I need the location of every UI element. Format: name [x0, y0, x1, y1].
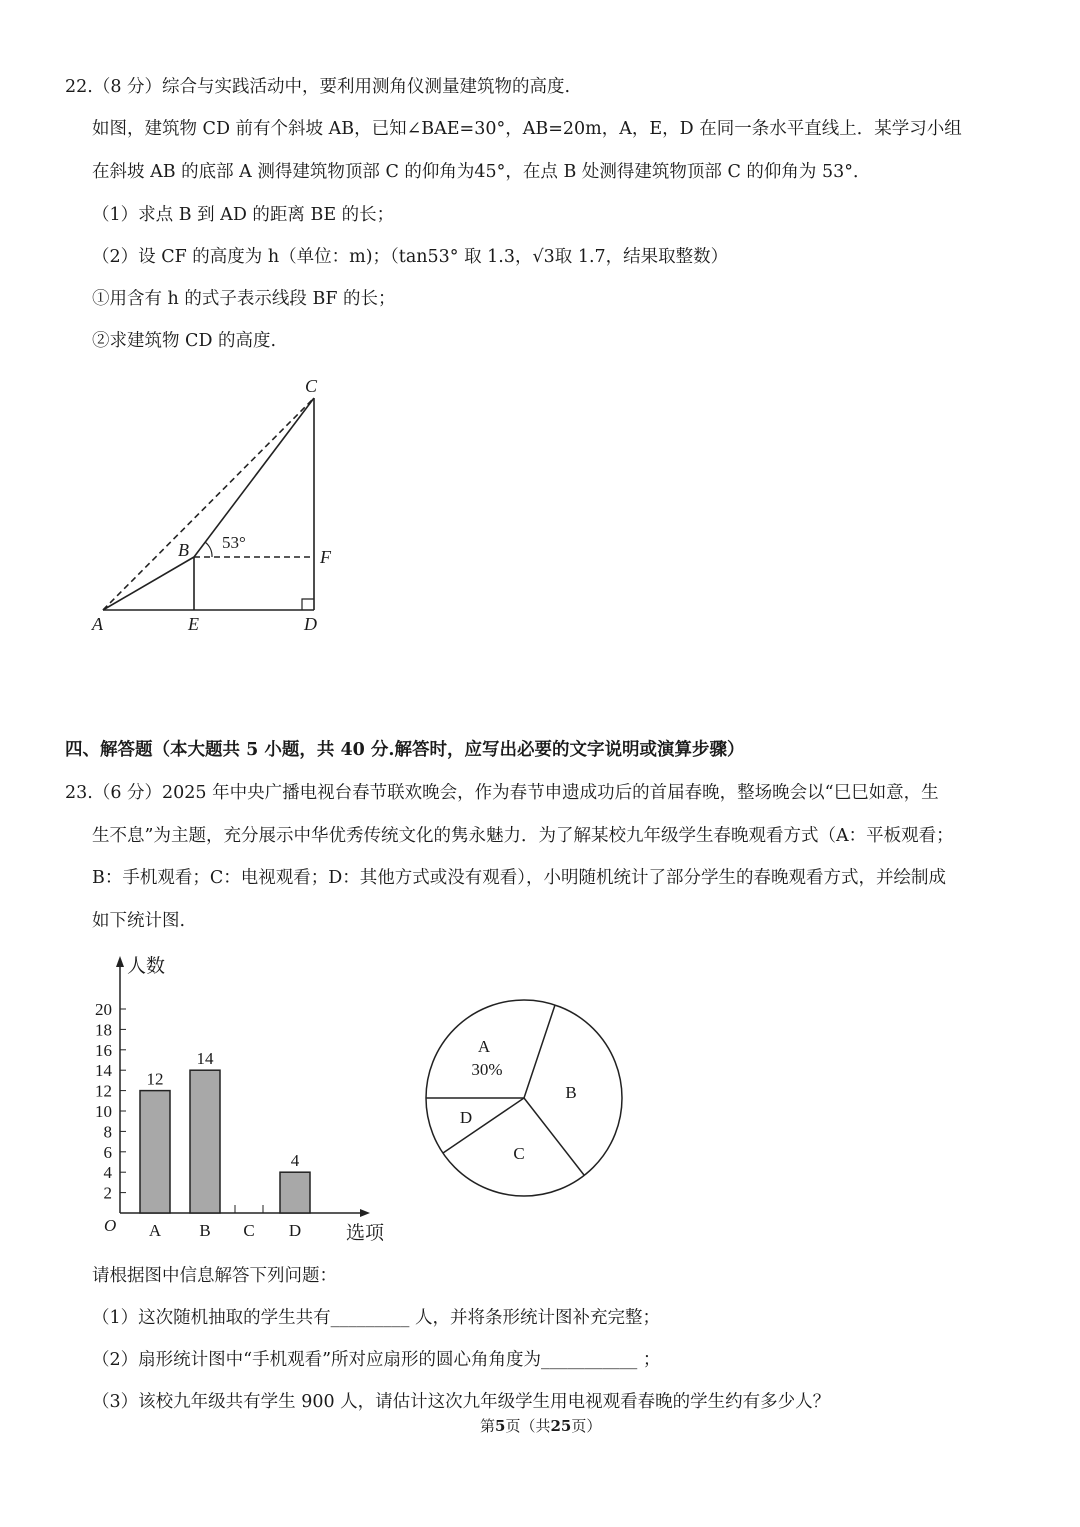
- page-number: 5: [495, 1417, 506, 1435]
- q22-part2-b: ②求建筑物 CD 的高度.: [92, 331, 277, 351]
- y-tick-label: 14: [95, 1061, 112, 1081]
- y-axis-label: 人数: [127, 956, 166, 977]
- label-B: B: [178, 540, 189, 560]
- pie-divider: [443, 1098, 524, 1153]
- pie-label-D: D: [459, 1108, 473, 1127]
- page-total: 25: [550, 1417, 572, 1435]
- label-E: E: [188, 614, 199, 634]
- section-heading: 四、解答题（本大题共 5 小题，共 40 分.解答时，应写出必要的文字说明或演算步骤）: [65, 740, 745, 760]
- y-tick-label: 10: [95, 1102, 112, 1121]
- y-tick-label: 8: [103, 1122, 112, 1142]
- footer-text: 第: [480, 1417, 496, 1435]
- line-AC: [103, 398, 314, 610]
- pie-label-A: A: [477, 1037, 491, 1056]
- angle-arc: [205, 542, 212, 557]
- y-tick-label: 4: [103, 1163, 112, 1183]
- q23-part3: （3）该校九年级共有学生 900 人，请估计这次九年级学生用电视观看春晚的学生约有多少人？: [92, 1392, 831, 1412]
- line-BC: [194, 398, 314, 557]
- q23-text: 生不息”为主题，充分展示中华优秀传统文化的隽永魅力．为了解某校九年级学生春晚观看方式（A：平板观看；: [92, 826, 954, 846]
- q23-instruction: 请根据图中信息解答下列问题：: [92, 1266, 337, 1286]
- q23-text: B：手机观看；C：电视观看；D：其他方式或没有观看），小明随机统计了部分学生的春晚观看方式，并绘制成: [92, 868, 947, 888]
- q23-part1: （1）这次随机抽取的学生共有_________ 人，并将条形统计图补充完整；: [92, 1308, 660, 1328]
- y-axis-arrow: [116, 956, 124, 967]
- bar-chart: [95, 955, 385, 1244]
- x-tick-label: A: [148, 1221, 162, 1240]
- q23-text: 23.（6 分）2025 年中央广播电视台春节联欢晚会，作为春节申遗成功后的首届春晚，整场晚会以“巳巳如意，生: [65, 783, 939, 803]
- x-axis-label: 选项: [346, 1223, 385, 1244]
- q22-title: 22.（8 分）综合与实践活动中，要利用测角仪测量建筑物的高度.: [65, 77, 571, 97]
- footer-text: 页（共: [505, 1417, 551, 1435]
- q22-text: 在斜坡 AB 的底部 A 测得建筑物顶部 C 的仰角为45°，在点 B 处测得建筑物顶部 C 的仰角为 53°．: [92, 162, 871, 182]
- angle-label: 53°: [222, 533, 246, 552]
- label-F: F: [320, 547, 331, 567]
- q22-part2: （2）设 CF 的高度为 h（单位：m)；（tan53° 取 1.3，√3取 1.7，结果取整数）: [92, 247, 729, 267]
- pie-percent-A: 30%: [471, 1060, 503, 1079]
- y-tick-label: 6: [103, 1142, 112, 1162]
- triangle-figure: [103, 398, 314, 610]
- q22-text: 如图，建筑物 CD 前有个斜坡 AB，已知∠BAE=30°，AB=20m，A，E，D 在同一条水平直线上．某学习小组: [92, 119, 962, 139]
- pie-divider: [524, 1005, 555, 1098]
- y-tick-label: 12: [95, 1081, 112, 1101]
- origin-label: O: [104, 1216, 117, 1235]
- pie-divider: [524, 1098, 584, 1175]
- bar-D: [280, 1172, 310, 1213]
- pie-chart: [426, 1000, 622, 1196]
- page-footer: [480, 1414, 601, 1438]
- bar-A: [140, 1091, 170, 1213]
- data-label-B: 14: [196, 1049, 214, 1069]
- pie-label-C: C: [513, 1144, 525, 1163]
- data-label-D: 4: [290, 1151, 300, 1171]
- x-axis-arrow: [360, 1209, 370, 1217]
- x-tick-label: C: [243, 1221, 255, 1240]
- x-tick-label: D: [288, 1221, 302, 1240]
- x-tick-label: B: [199, 1221, 211, 1240]
- pie-label-B: B: [565, 1083, 577, 1102]
- q22-part2-a: ①用含有 h 的式子表示线段 BF 的长；: [92, 289, 396, 309]
- q22-part1: （1）求点 B 到 AD 的距离 BE 的长；: [92, 205, 395, 225]
- label-C: C: [305, 376, 318, 396]
- q23-part2: （2）扇形统计图中“手机观看”所对应扇形的圆心角角度为___________ ；: [92, 1350, 661, 1370]
- footer-text: 页）: [571, 1417, 602, 1435]
- right-angle-mark: [302, 599, 314, 610]
- bar-B: [190, 1070, 220, 1213]
- label-A: A: [92, 614, 103, 634]
- y-tick-label: 20: [95, 1000, 112, 1019]
- y-tick-label: 2: [103, 1183, 112, 1203]
- label-D: D: [304, 614, 317, 634]
- data-label-A: 12: [146, 1069, 164, 1089]
- y-tick-label: 16: [95, 1040, 112, 1060]
- y-tick-label: 18: [95, 1020, 112, 1040]
- q23-text: 如下统计图.: [92, 911, 186, 931]
